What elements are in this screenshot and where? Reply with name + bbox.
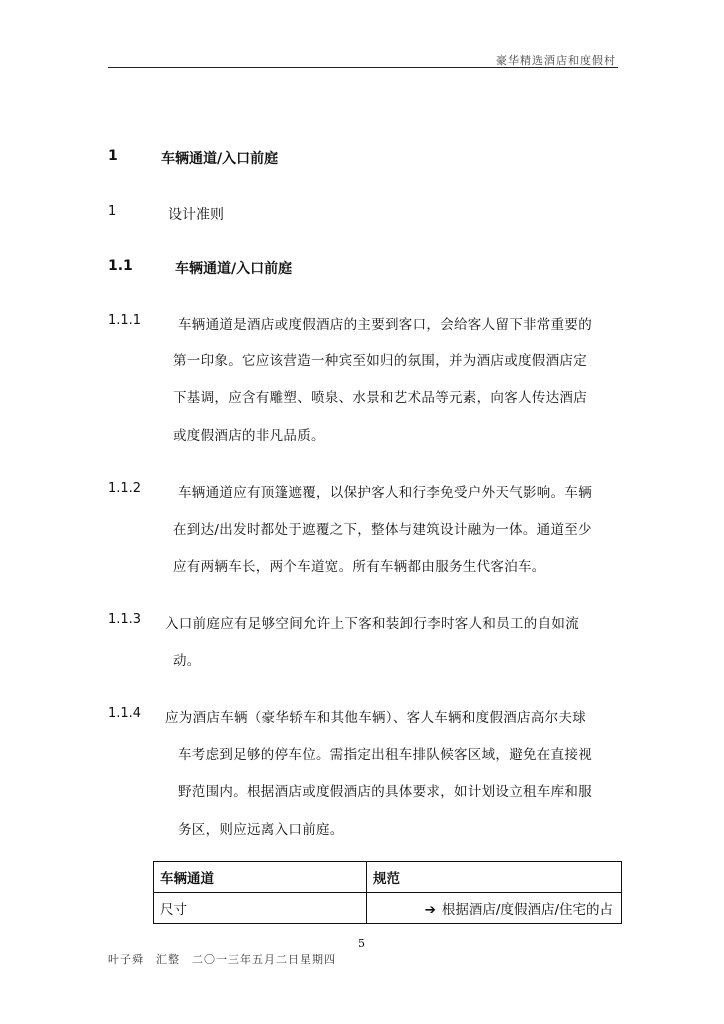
paragraph-line: 在到达/出发时都处于遮覆之下，整体与建筑设计融为一体。通道至少 (173, 522, 592, 538)
section-design-number: 1 (108, 204, 117, 219)
item-number: 1.1.3 (108, 612, 142, 627)
section-1-1-number: 1.1 (108, 258, 133, 274)
item-number: 1.1.2 (108, 481, 142, 496)
item-number: 1.1.1 (108, 313, 142, 328)
section-main-number: 1 (108, 148, 118, 164)
section-1-1-title: 车辆通道/入口前庭 (175, 261, 293, 277)
section-design-title: 设计准则 (168, 207, 224, 223)
paragraph-line: 或度假酒店的非凡品质。 (173, 428, 325, 444)
header-rule (108, 67, 618, 68)
arrow-right-icon: ➔ (424, 902, 436, 918)
paragraph-line: 第一印象。它应该营造一种宾至如归的氛围，并为酒店或度假酒店定 (173, 353, 587, 369)
table-cell-value (367, 893, 622, 924)
footer: 叶子舜 汇整 二〇一三年五月二日星期四 (108, 953, 336, 966)
paragraph-line: 野范围内。根据酒店或度假酒店的具体要求，如计划设立租车库和服 (178, 784, 592, 800)
table-cell-value-text: 根据酒店/度假酒店/住宅的占 (441, 902, 613, 918)
table-row (154, 893, 622, 924)
table-header-cell: 规范 (367, 862, 622, 893)
paragraph-line: 车考虑到足够的停车位。需指定出租车排队候客区域，避免在直接视 (178, 747, 592, 763)
running-header: 豪华精选酒店和度假村 (496, 54, 616, 67)
paragraph-line: 车辆通道应有顶篷遮覆，以保护客人和行李免受户外天气影响。车辆 (178, 485, 592, 501)
paragraph-line: 应为酒店车辆（豪华轿车和其他车辆）、客人车辆和度假酒店高尔夫球 (165, 710, 587, 726)
table-header-cell: 车辆通道 (154, 862, 367, 893)
item-number: 1.1.4 (108, 706, 142, 721)
paragraph-line: 动。 (173, 653, 201, 669)
page-number: 5 (358, 937, 365, 950)
paragraph-line: 下基调，应含有雕塑、喷泉、水景和艺术品等元素，向客人传达酒店 (173, 390, 587, 406)
table-header-row (154, 862, 622, 893)
section-main-title: 车辆通道/入口前庭 (161, 151, 279, 167)
table-cell-label: 尺寸 (154, 893, 367, 924)
paragraph-line: 应有两辆车长，两个车道宽。所有车辆都由服务生代客泊车。 (173, 559, 546, 575)
paragraph-line: 入口前庭应有足够空间允许上下客和装卸行李时客人和员工的自如流 (165, 616, 579, 632)
spec-table (153, 861, 622, 924)
paragraph-line: 车辆通道是酒店或度假酒店的主要到客口，会给客人留下非常重要的 (178, 317, 592, 333)
paragraph-line: 务区，则应远离入口前庭。 (178, 822, 344, 838)
